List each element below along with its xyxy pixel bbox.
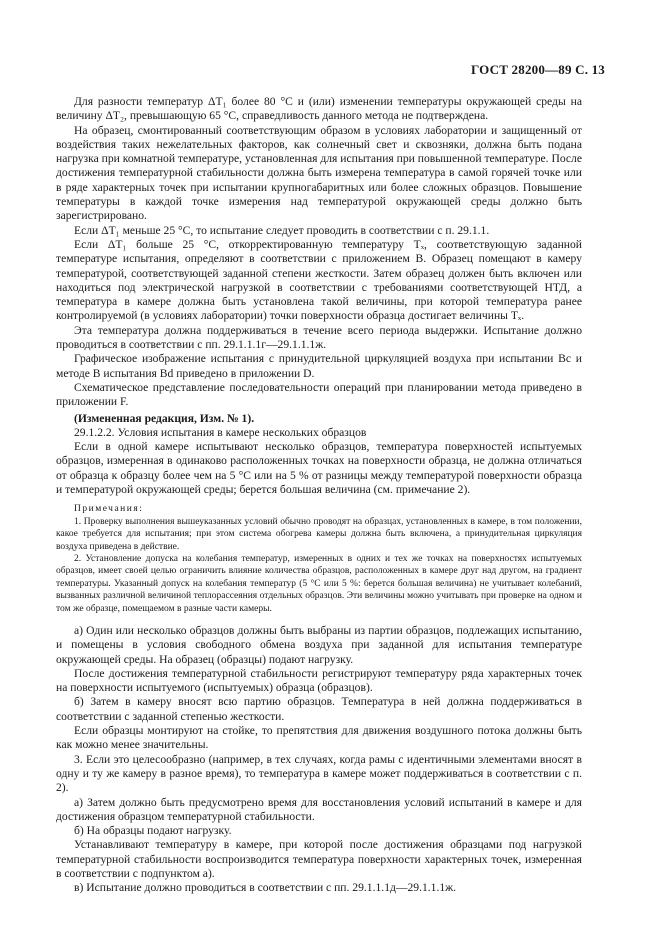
- paragraph: Если образцы монтируют на стойке, то препятствия для движения воздушного потока должны быть как можно менее значительны.: [56, 724, 582, 752]
- paragraph: Если ΔT₁ больше 25 °С, откорректированную температуру Tₓ, соответствующую заданной температуре испытания, определяют в соответствии с приложением В. Образец помещают в камеру температурой, соответствующей заданной степени жесткости. Затем образец должен быть включен или находиться под электрической нагрузкой в соответствии с требованиями соответствующей НТД, а температура в камере должна быть установлена такой величины, при которой температура ранее контролируемой (в условиях лаборатории) точки поверхности образца достигает величины Tₓ.: [56, 237, 582, 323]
- page-header: ГОСТ 28200—89 С. 13: [471, 62, 605, 77]
- list-item: б) Затем в камеру вносят всю партию образцов. Температура в ней должна поддерживаться в соответствии с заданной степенью жесткости.: [56, 695, 582, 723]
- paragraph: На образец, смонтированный соответствующим образом в условиях лаборатории и защищенный от воздействия таких нежелательных факторов, как солнечный свет и сквозняки, должна быть подана нагрузка при комнатной температуре, установленная для испытания при повышенной температуре. После достижения температурной стабильности должна быть измерена температура в самой горячей точке или в ряде характерных точек при испытании крупногабаритных или более сложных образцов. Повышение температуры в каждой точке измерения над температурой окружающей среды должно быть зарегистрировано.: [56, 123, 582, 223]
- paragraph: Если ΔT₁ меньше 25 °С, то испытание следует проводить в соответствии с п. 29.1.1.: [74, 223, 490, 237]
- document-body: [56, 95, 582, 896]
- paragraph: Если в одной камере испытывают несколько образцов, температура поверхностей испытуемых образцов, измеренная в одинаково расположенных точках на поверхности образца, не должна отличаться от образца к образцу более чем на 5 °С или на 5 % от разницы между температурой поверхности образца и температурой окружающей среды; берется большая величина (см. примечание 2).: [56, 440, 582, 497]
- paragraph: Графическое изображение испытания с принудительной циркуляцией воздуха при испытании Вс и методе В испытания Bd приведено в приложении D.: [56, 352, 582, 380]
- list-item: 3. Если это целесообразно (например, в тех случаях, когда рамы с идентичными элементами вносят в одну и ту же камеру в разное время), то температура в камере может поддерживаться в соответствии с п. 2).: [56, 752, 582, 795]
- list-item: а) Один или несколько образцов должны быть выбраны из партии образцов, подлежащих испытанию, и помещены в условия свободного обмена воздуха при заданной для испытания температуре окружающей среды. На образец (образцы) подают нагрузку.: [56, 623, 582, 666]
- list-item: б) На образцы подают нагрузку.: [74, 824, 232, 838]
- note-item: 2. Установление допуска на колебания температур, измеренных в одних и тех же точках на поверхностях испытуемых образцов, имеет своей целью ограничить влияние количества образцов, расположенных в камере друг над другом, на градиент температуры. Указанный допуск на колебания температур (5 °С или 5 %: берется большая величина) не учитывает колебаний, вызванных различной величиной теплорассеяния отдельных образцов. Эти величины можно учитывать при проверке на одном и том же образце, помещаемом в разные части камеры.: [56, 553, 582, 614]
- list-item: в) Испытание должно проводиться в соответствии с пп. 29.1.1.1д—29.1.1.1ж.: [74, 881, 457, 895]
- paragraph: Схематическое представление последовательности операций при планировании метода приведено в приложении F.: [56, 380, 582, 409]
- section-title: 29.1.2.2. Условия испытания в камере нескольких образцов: [74, 425, 367, 439]
- paragraph: Для разности температур ΔT₁ более 80 °С и (или) изменении температуры окружающей среды на величину ΔT₂, превышающую 65 °С, справедливость данного метода не подтверждена.: [56, 95, 582, 123]
- notes-block: [56, 503, 582, 615]
- paragraph: Эта температура должна поддерживаться в течение всего периода выдержки. Испытание должно проводиться в соответствии с пп. 29.1.1.1г—29.1.1.1ж.: [56, 323, 582, 352]
- list-item: а) Затем должно быть предусмотрено время для восстановления условий испытаний в камере и для достижения образцом температурной стабильности.: [56, 795, 582, 823]
- edition-note: (Измененная редакция, Изм. № 1).: [74, 411, 255, 425]
- note-item: 1. Проверку выполнения вышеуказанных условий обычно проводят на образцах, установленных в камере, в том положении, какое требуется для испытания; при этом система обогрева камеры должна быть включена, а принудительная циркуляция воздуха приведена в действие.: [56, 516, 582, 552]
- notes-title: Примечания:: [74, 504, 144, 515]
- paragraph: После достижения температурной стабильности регистрируют температуру ряда характерных точек на поверхности испытуемого (испытуемых) образца (образцов).: [56, 666, 582, 695]
- paragraph: Устанавливают температуру в камере, при которой после достижения образцами под нагрузкой температурной стабильности воспроизводится температура поверхности характерных точек, измеренная в соответствии с подпунктом а).: [56, 838, 582, 881]
